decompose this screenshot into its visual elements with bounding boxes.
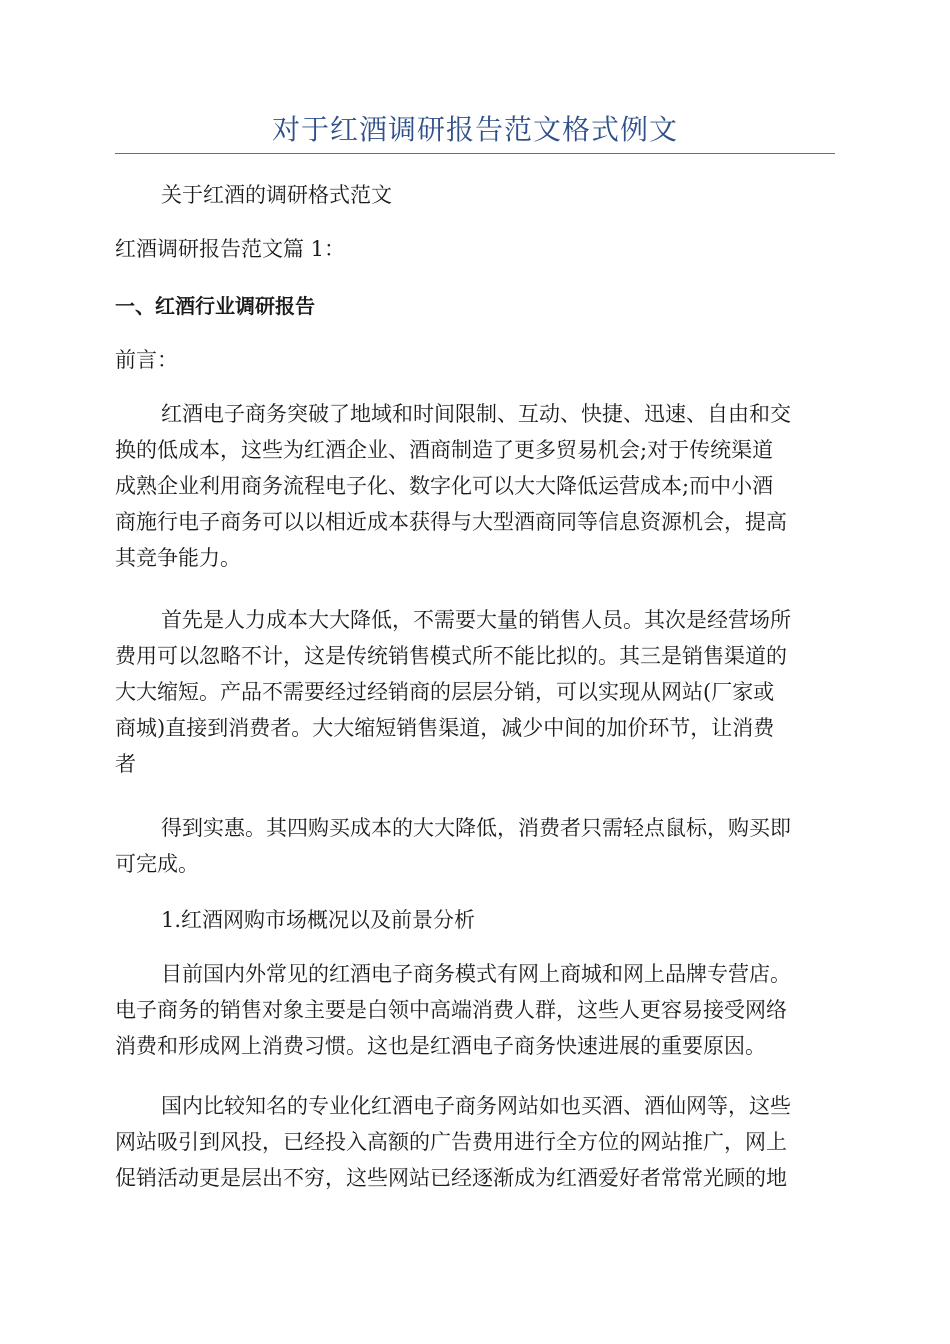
- paragraph-line: 红酒电子商务突破了地域和时间限制、互动、快捷、迅速、自由和交: [161, 402, 791, 426]
- paragraph-2: [115, 602, 835, 782]
- paragraph-line: 成熟企业利用商务流程电子化、数字化可以大大降低运营成本;而中小酒: [115, 474, 774, 498]
- paragraph-line: 其竞争能力。: [115, 546, 241, 570]
- section-heading: 一、红酒行业调研报告: [115, 294, 315, 318]
- paragraph-line: 网站吸引到风投，已经投入高额的广告费用进行全方位的网站推广，网上: [115, 1130, 787, 1154]
- paragraph-line: 费用可以忽略不计，这是传统销售模式所不能比拟的。其三是销售渠道的: [115, 644, 787, 668]
- title-underline: [115, 153, 835, 154]
- paragraph-5: [115, 1088, 835, 1196]
- paragraph-1: [115, 396, 835, 576]
- subsection-heading: [115, 902, 835, 938]
- preface-label: 前言：: [115, 348, 178, 372]
- paragraph-line: 消费和形成网上消费习惯。这也是红酒电子商务快速进展的重要原因。: [115, 1034, 766, 1058]
- paragraph-line: 商施行电子商务可以以相近成本获得与大型酒商同等信息资源机会，提高: [115, 510, 787, 534]
- paragraph-line: 商城)直接到消费者。大大缩短销售渠道，减少中间的加价环节，让消费: [115, 716, 775, 740]
- paragraph-line: 国内比较知名的专业化红酒电子商务网站如也买酒、酒仙网等，这些: [161, 1094, 791, 1118]
- paragraph-line: 促销活动更是层出不穷，这些网站已经逐渐成为红酒爱好者常常光顾的地: [115, 1166, 787, 1190]
- paragraph-line: 换的低成本，这些为红酒企业、酒商制造了更多贸易机会;对于传统渠道: [115, 438, 774, 462]
- paragraph-line: 者: [115, 752, 136, 776]
- subtitle: 关于红酒的调研格式范文: [161, 183, 392, 207]
- section-label: 红酒调研报告范文篇 1：: [115, 237, 346, 261]
- paragraph-line: 电子商务的销售对象主要是白领中高端消费人群，这些人更容易接受网络: [115, 998, 787, 1022]
- paragraph-3: [115, 810, 835, 882]
- paragraph-line: 得到实惠。其四购买成本的大大降低，消费者只需轻点鼠标，购买即: [161, 816, 791, 840]
- paragraph-line: 目前国内外常见的红酒电子商务模式有网上商城和网上品牌专营店。: [161, 962, 791, 986]
- paragraph-line: 1.红酒网购市场概况以及前景分析: [161, 908, 476, 932]
- paragraph-4: [115, 956, 835, 1064]
- paragraph-line: 首先是人力成本大大降低，不需要大量的销售人员。其次是经营场所: [161, 608, 791, 632]
- paragraph-line: 可完成。: [115, 852, 199, 876]
- document-title: 对于红酒调研报告范文格式例文: [271, 113, 678, 146]
- paragraph-line: 大大缩短。产品不需要经过经销商的层层分销，可以实现从网站(厂家或: [115, 680, 775, 704]
